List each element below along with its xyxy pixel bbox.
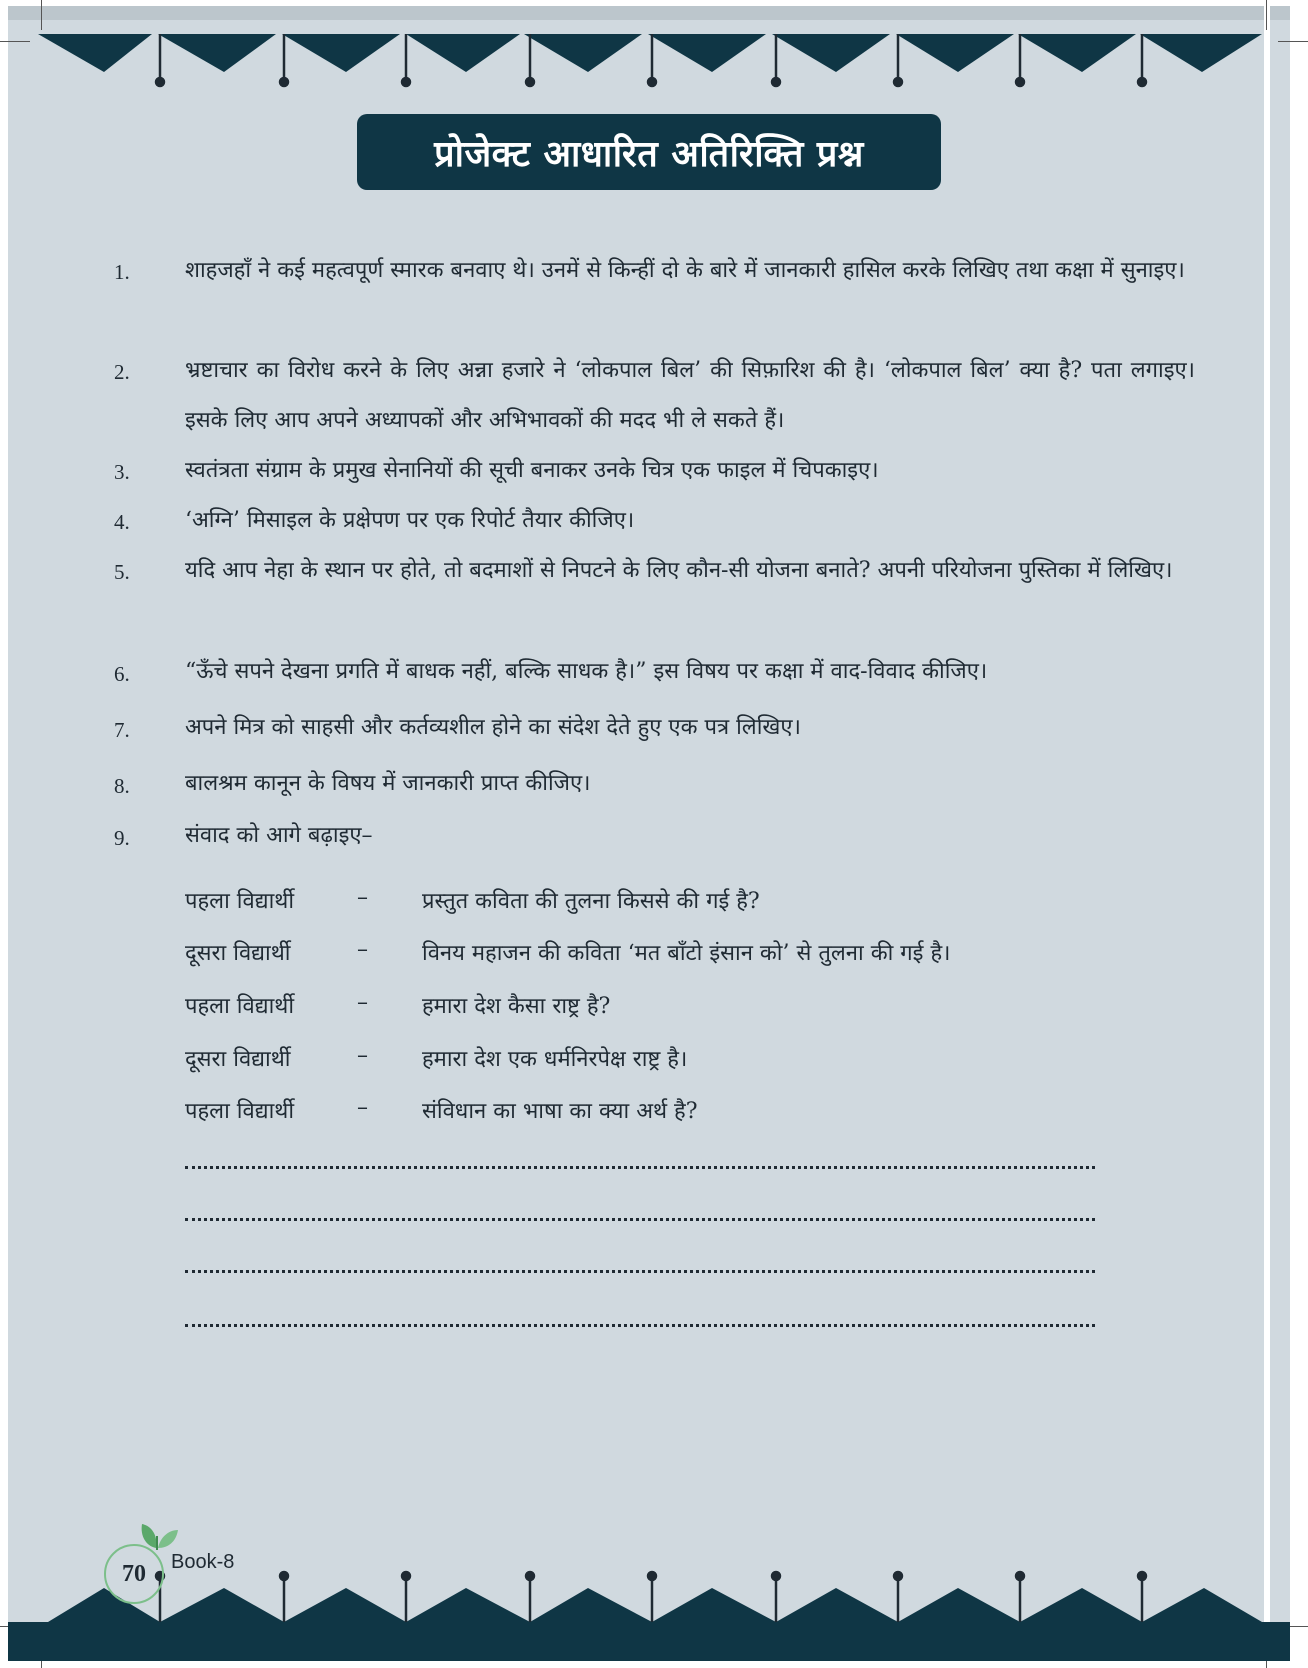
answer-line: [185, 1166, 1095, 1169]
page-number-badge: [104, 1544, 164, 1604]
question-number: 5.: [114, 560, 130, 584]
dialogue-line: विनय महाजन की कविता ‘मत बाँटो इंसान को’ से तुलना की गई है।: [422, 941, 951, 966]
answer-line: [185, 1218, 1095, 1221]
question-number: 1.: [114, 260, 130, 284]
dialogue-dash: –: [357, 937, 368, 962]
page-number: 70: [122, 1560, 146, 1587]
dialogue-dash: –: [357, 885, 368, 910]
dialogue-speaker: पहला विद्यार्थी: [185, 889, 295, 914]
book-label: Book-8: [171, 1551, 235, 1573]
bottom-bunting-decoration: [0, 1560, 1308, 1668]
question-number: 2.: [114, 360, 130, 384]
dialogue-speaker: दूसरा विद्यार्थी: [185, 1047, 291, 1072]
dialogue-line: हमारा देश कैसा राष्ट्र है?: [422, 994, 611, 1019]
dialogue-dash: –: [357, 1043, 368, 1068]
top-bunting-decoration: [0, 0, 1308, 100]
question-number: 7.: [114, 718, 130, 742]
question-text: भ्रष्टाचार का विरोध करने के लिए अन्ना हजारे ने ‘लोकपाल बिल’ की सिफ़ारिश की है। ‘लोकपाल बिल’ क्या है? पता लगाइए। इसके लिए आप अपने अध्यापकों और अभिभावकों की मदद भी ले सकते हैं।: [185, 358, 1195, 433]
dialogue-line: हमारा देश एक धर्मनिरपेक्ष राष्ट्र है।: [422, 1047, 688, 1072]
page-title: प्रोजेक्ट आधारित अतिरिक्ति प्रश्न: [434, 133, 864, 175]
dialogue-dash: –: [357, 1095, 368, 1120]
dialogue-dash: –: [357, 990, 368, 1015]
question-number: 8.: [114, 774, 130, 798]
question-text: “ऊँचे सपने देखना प्रगति में बाधक नहीं, बल्कि साधक है।” इस विषय पर कक्षा में वाद-विवाद कीजिए।: [185, 659, 988, 684]
dialogue-line: संविधान का भाषा का क्या अर्थ है?: [422, 1099, 698, 1124]
title-banner: [357, 114, 941, 190]
question-number: 9.: [114, 826, 130, 850]
question-text: स्वतंत्रता संग्राम के प्रमुख सेनानियों की सूची बनाकर उनके चित्र एक फाइल में चिपकाइए।: [185, 458, 879, 483]
question-number: 6.: [114, 662, 130, 686]
question-text: शाहजहाँ ने कई महत्वपूर्ण स्मारक बनवाए थे। उनमें से किन्हीं दो के बारे में जानकारी हासिल करके लिखिए तथा कक्षा में सुनाइए।: [185, 258, 1185, 283]
question-text: अपने मित्र को साहसी और कर्तव्यशील होने का संदेश देते हुए एक पत्र लिखिए।: [185, 715, 801, 740]
question-text: बालश्रम कानून के विषय में जानकारी प्राप्त कीजिए।: [185, 771, 591, 796]
dialogue-speaker: पहला विद्यार्थी: [185, 994, 295, 1019]
question-number: 4.: [114, 510, 130, 534]
answer-line: [185, 1270, 1095, 1273]
question-text: यदि आप नेहा के स्थान पर होते, तो बदमाशों से निपटने के लिए कौन-सी योजना बनाते? अपनी परियोजना पुस्तिका में लिखिए।: [185, 558, 1173, 583]
question-text: ‘अग्नि’ मिसाइल के प्रक्षेपण पर एक रिपोर्ट तैयार कीजिए।: [185, 508, 635, 533]
dialogue-speaker: दूसरा विद्यार्थी: [185, 941, 291, 966]
dialogue-speaker: पहला विद्यार्थी: [185, 1099, 295, 1124]
answer-line: [185, 1324, 1095, 1327]
question-text: संवाद को आगे बढ़ाइए–: [185, 823, 373, 848]
dialogue-line: प्रस्तुत कविता की तुलना किससे की गई है?: [422, 889, 760, 914]
question-number: 3.: [114, 460, 130, 484]
page-right-edge: [1264, 6, 1270, 1661]
